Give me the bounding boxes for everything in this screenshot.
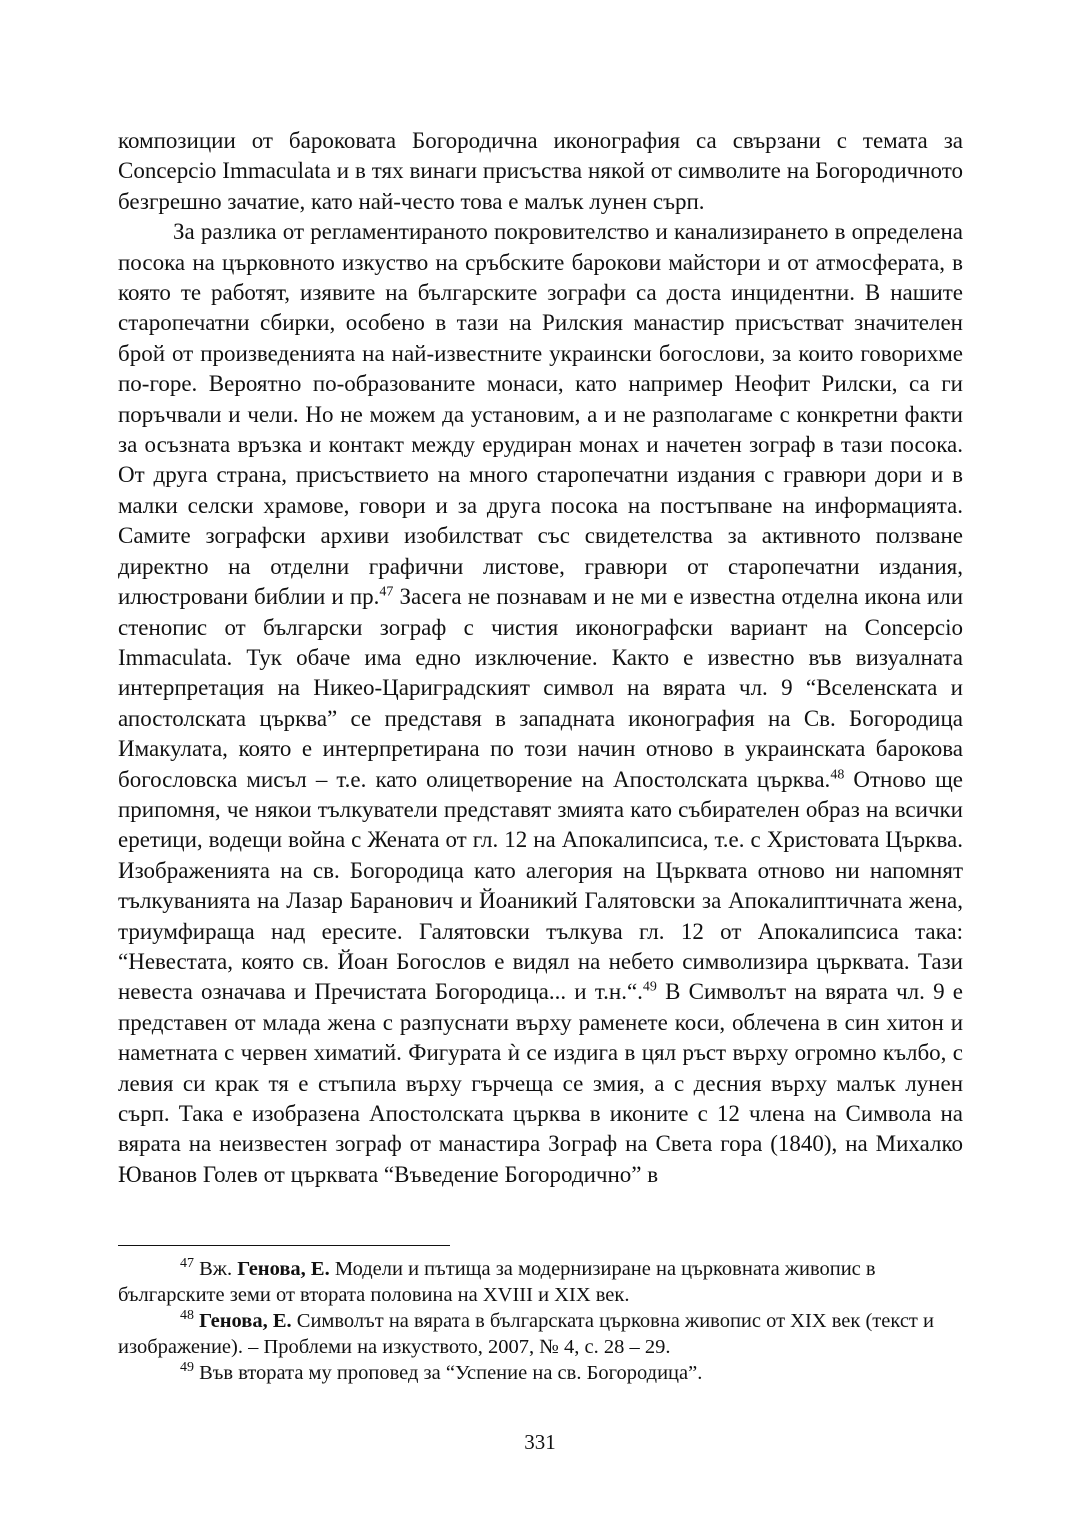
page-number: 331 — [524, 1430, 556, 1454]
footnote-text: Във втората му проповед за “Успение на св. Богородица”. — [199, 1362, 703, 1384]
footnote-ref-47: 47 — [379, 584, 394, 600]
footnote-49 — [118, 1360, 963, 1386]
footnote-number: 47 — [180, 1256, 194, 1272]
footnote-text: Модели и пътища за модернизиране на църковната живопис в българските земи от втората половина на XVIII и XIX век. — [118, 1258, 876, 1306]
paragraph-text-part: Засега не познавам и не ми е известна отделна икона или стенопис от български зограф с чистия иконографски вариант на Concepcio Immaculata. Тук обаче има едно изключение. Както е известно във визуалната интерпретация на Никео-Цариградският символ на вярата чл. 9 “Вселенската и апостолската църква” се представя в западната иконография на Св. Богородица Имакулата, която е интерпретирана по този начин отново в украинската барокова богословска мисъл – т.е. като олицетворение на Апостолската църква. — [118, 584, 963, 792]
footnote-48 — [118, 1308, 963, 1360]
footnote-separator — [118, 1245, 450, 1246]
footnote-text: Символът на вярата в българската църковна живопис от XIX век (текст и изображение). – Проблеми на изкуството, 2007, № 4, с. 28 – 29. — [118, 1310, 934, 1358]
footnote-lead: Вж. — [194, 1258, 238, 1280]
footnote-ref-49: 49 — [642, 979, 657, 995]
footnote-47 — [118, 1256, 963, 1308]
footnotes — [118, 1256, 963, 1386]
footnote-author: Генова, Е. — [199, 1310, 292, 1332]
paragraph-continued: композиции от бароковата Богородична иконография са свързани с темата за Concepcio Immaculata и в тях винаги присъства някой от символите на Богородичното безгрешно зачатие, като най-често това е малък лунен сърп. — [118, 128, 963, 214]
footnote-author: Генова, Е. — [237, 1258, 330, 1280]
footnote-ref-48: 48 — [830, 766, 845, 782]
paragraph-text-part: В Символът на вярата чл. 9 е представен от млада жена с разпуснати върху раменете коси, облечена в син хитон и наметната с червен химатий. Фигурата ѝ се издига в цял ръст върху огромно кълбо, с левия си крак тя е стъпила върху гърчеща се змия, а с десния върху малък лунен сърп. Така е изобразена Апостолската църква в иконите с 12 члена на Символа на вярата на неизвестен зограф от манастира Зограф на Света гора (1840), на Михалко Юванов Голев от църквата “Въведение Богородично” в — [118, 979, 963, 1187]
paragraph-text-part: За разлика от регламентираното покровителство и канализирането в определена посока на църковното изкуство на сръбските барокови майстори и от атмосферата, в която те работят, изявите на българските зографи са доста инцидентни. В нашите старопечатни сбирки, особено в тази на Рилския манастир присъстват значителен брой от произведенията на най-известните украински богослови, за които говорихме по-горе. Вероятно по-образованите монаси, като например Неофит Рилски, са ги поръчвали и чели. Но не можем да установим, а и не разполагаме с конкретни факти за осъзната връзка и контакт между ерудиран монах и начетен зограф в тази посока. От друга страна, присъствието на много старопечатни издания с гравюри дори и в малки селски храмове, говори и за друга посока на постъпване на информацията. Самите зографски архиви изобилстват със свидетелства за активното ползване директно на отделни графични листове, гравюри от старопечатни издания, илюстровани библии и пр. — [118, 219, 963, 610]
footnote-number: 49 — [180, 1360, 194, 1376]
paragraph — [118, 217, 963, 1190]
main-text — [118, 126, 963, 1190]
footnote-number: 48 — [180, 1308, 194, 1324]
paragraph-text-part: Отново ще припомня, че някои тълкуватели представят змията като събирателен образ на всички еретици, водещи война с Жената от гл. 12 на Апокалипсиса, т.е. с Христовата Църква. Изображенията на св. Богородица като алегория на Църквата отново ни напомнят тълкуванията на Лазар Баранович и Йоаникий Галятовски за Апокалиптичната жена, триумфираща над ересите. Галятовски тълкува гл. 12 от Апокалипсиса така: “Невестата, която св. Йоан Богослов е видял на небето символизира църквата. Тази невеста означава и Пречистата Богородица... и т.н.“. — [118, 766, 963, 1005]
